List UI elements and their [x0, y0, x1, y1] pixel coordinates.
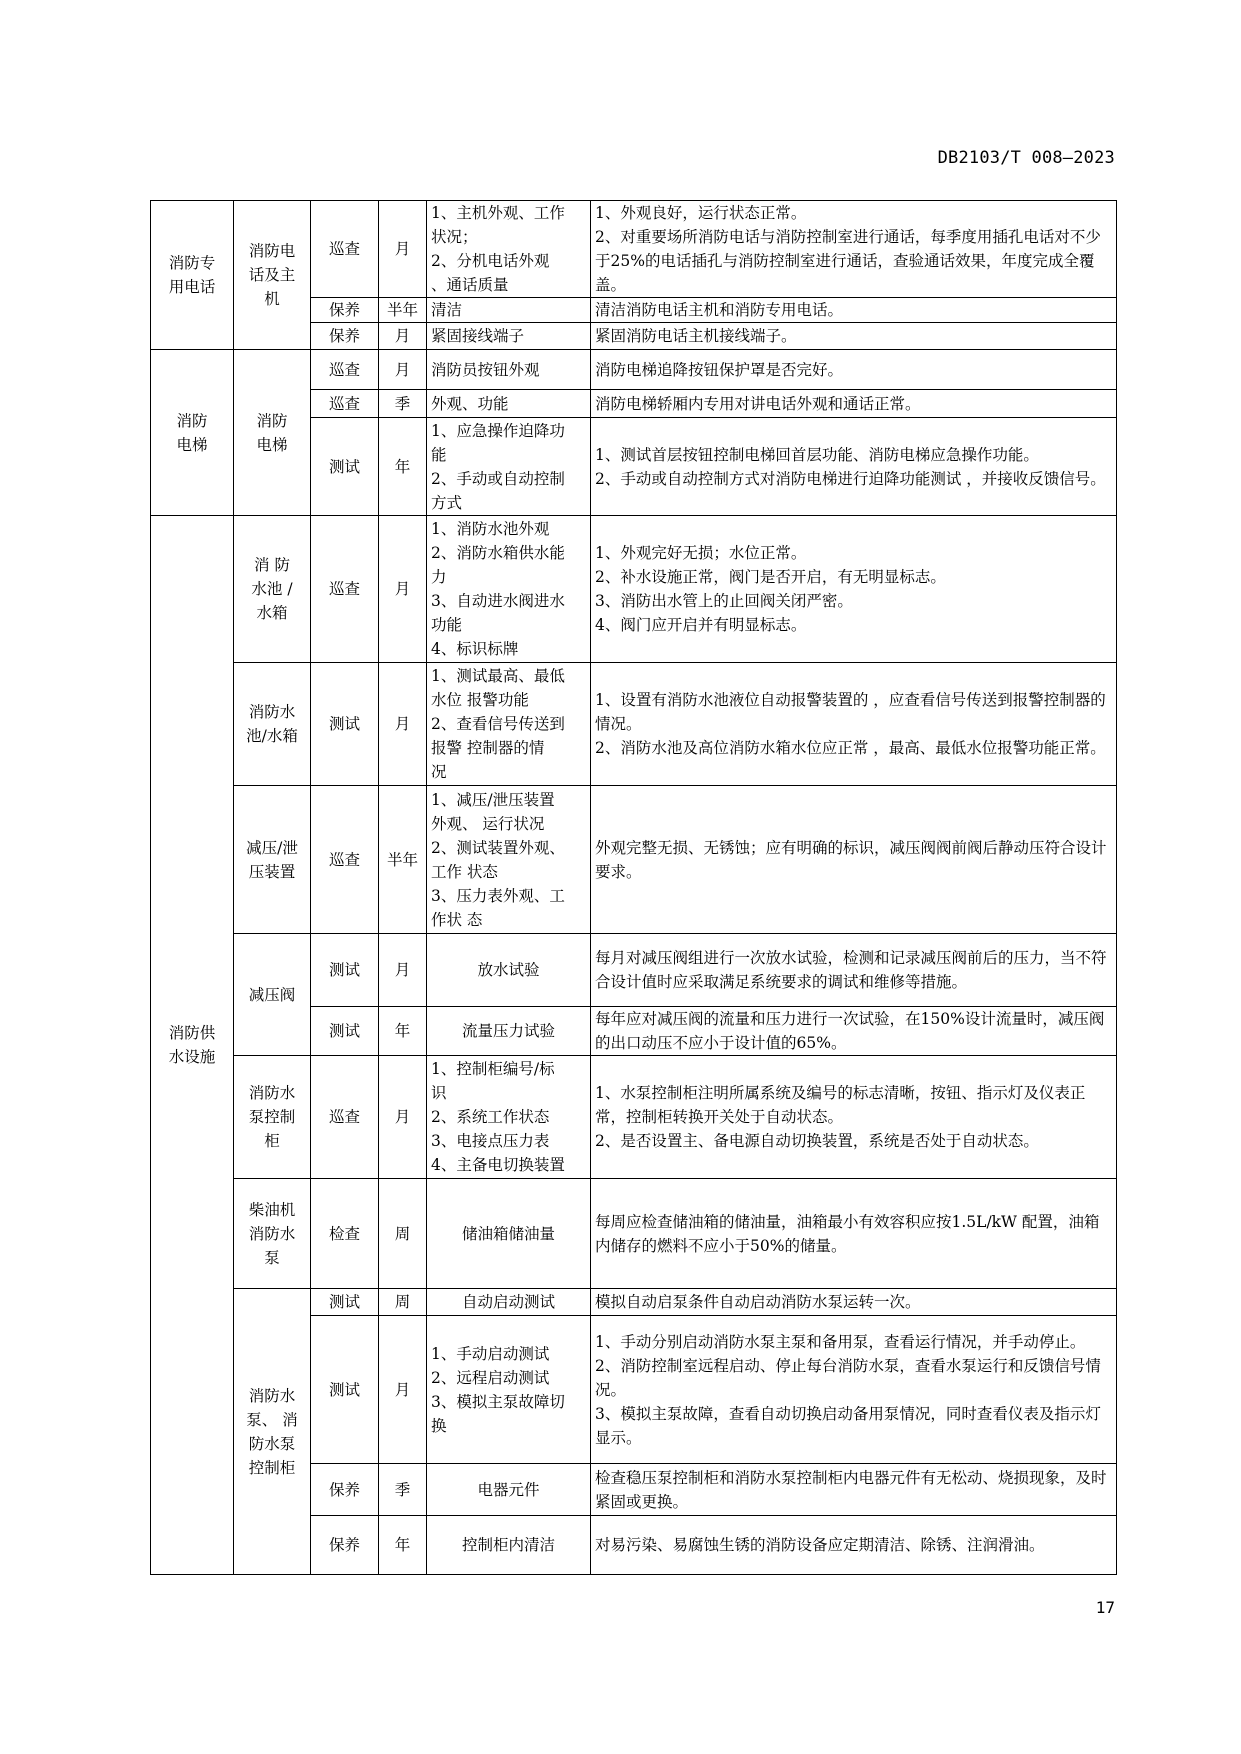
- equipment-cell: 消防水 泵控制 柜: [234, 1056, 311, 1179]
- frequency-cell: 月: [379, 1316, 427, 1464]
- document-code: DB2103/T 008—2023: [937, 148, 1115, 168]
- item-cell: 消防员按钮外观: [427, 350, 591, 390]
- item-cell: 1、减压/泄压装置 外观、 运行状况 2、测试装置外观、 工作 状态 3、压力表外观、工 作状 态: [427, 786, 591, 934]
- type-cell: 巡查: [311, 786, 379, 934]
- table-row: [151, 1179, 1117, 1289]
- type-cell: 测试: [311, 663, 379, 786]
- type-cell: 保养: [311, 1464, 379, 1516]
- item-cell: 放水试验: [427, 934, 591, 1007]
- frequency-cell: 周: [379, 1179, 427, 1289]
- item-cell: 自动启动测试: [427, 1289, 591, 1316]
- type-cell: 巡查: [311, 350, 379, 390]
- equipment-cell: 消防水 池/水箱: [234, 663, 311, 786]
- item-cell: 清洁: [427, 298, 591, 323]
- type-cell: 测试: [311, 1316, 379, 1464]
- equipment-cell: 柴油机 消防水 泵: [234, 1179, 311, 1289]
- table-row: [151, 663, 1117, 786]
- equipment-cell: 消防电 话及主 机: [234, 201, 311, 350]
- type-cell: 测试: [311, 1007, 379, 1056]
- equipment-cell: 消防水 泵、 消 防水泵 控制柜: [234, 1289, 311, 1575]
- requirement-cell: 消防电梯追降按钮保护罩是否完好。: [591, 350, 1117, 390]
- frequency-cell: 月: [379, 934, 427, 1007]
- item-cell: 1、手动启动测试 2、远程启动测试 3、模拟主泵故障切 换: [427, 1316, 591, 1464]
- item-cell: 储油箱储油量: [427, 1179, 591, 1289]
- frequency-cell: 月: [379, 663, 427, 786]
- frequency-cell: 半年: [379, 786, 427, 934]
- requirement-cell: 每月对减压阀组进行一次放水试验，检测和记录减压阀前后的压力，当不符合设计值时应采取满足系统要求的调试和维修等措施。: [591, 934, 1117, 1007]
- frequency-cell: 周: [379, 1289, 427, 1316]
- requirement-cell: 紧固消防电话主机接线端子。: [591, 323, 1117, 350]
- requirement-cell: 检查稳压泵控制柜和消防水泵控制柜内电器元件有无松动、烧损现象，及时紧固或更换。: [591, 1464, 1117, 1516]
- system-cell: 消防供 水设施: [151, 516, 234, 1575]
- system-cell: 消防 电梯: [151, 350, 234, 516]
- type-cell: 巡查: [311, 516, 379, 663]
- type-cell: 保养: [311, 298, 379, 323]
- page-number: 17: [1095, 1598, 1115, 1617]
- type-cell: 巡查: [311, 1056, 379, 1179]
- system-cell: 消防专 用电话: [151, 201, 234, 350]
- frequency-cell: 季: [379, 1464, 427, 1516]
- requirement-cell: 1、设置有消防水池液位自动报警装置的 ，应查看信号传送到报警控制器的情况。 2、消防水池及高位消防水箱水位应正常 ，最高、最低水位报警功能正常。: [591, 663, 1117, 786]
- type-cell: 巡查: [311, 390, 379, 418]
- maintenance-table: [150, 200, 1117, 1575]
- requirement-cell: 清洁消防电话主机和消防专用电话。: [591, 298, 1117, 323]
- item-cell: 外观、功能: [427, 390, 591, 418]
- item-cell: 1、应急操作迫降功 能 2、手动或自动控制 方式: [427, 418, 591, 516]
- equipment-cell: 消防 电梯: [234, 350, 311, 516]
- item-cell: 1、测试最高、最低 水位 报警功能 2、查看信号传送到 报警 控制器的情 况: [427, 663, 591, 786]
- table-row: [151, 786, 1117, 934]
- item-cell: 1、控制柜编号/标 识 2、系统工作状态 3、电接点压力表 4、主备电切换装置: [427, 1056, 591, 1179]
- frequency-cell: 半年: [379, 298, 427, 323]
- table-row: [151, 350, 1117, 390]
- type-cell: 巡查: [311, 201, 379, 298]
- frequency-cell: 年: [379, 418, 427, 516]
- table-row: [151, 934, 1117, 1007]
- frequency-cell: 月: [379, 201, 427, 298]
- item-cell: 1、消防水池外观 2、消防水箱供水能 力 3、自动进水阀进水 功能 4、标识标牌: [427, 516, 591, 663]
- frequency-cell: 年: [379, 1007, 427, 1056]
- frequency-cell: 月: [379, 323, 427, 350]
- item-cell: 控制柜内清洁: [427, 1516, 591, 1575]
- item-cell: 紧固接线端子: [427, 323, 591, 350]
- requirement-cell: 对易污染、易腐蚀生锈的消防设备应定期清洁、除锈、注润滑油。: [591, 1516, 1117, 1575]
- table-row: [151, 516, 1117, 663]
- type-cell: 保养: [311, 1516, 379, 1575]
- frequency-cell: 月: [379, 350, 427, 390]
- requirement-cell: 1、外观完好无损；水位正常。 2、补水设施正常，阀门是否开启，有无明显标志。 3、消防出水管上的止回阀关闭严密。 4、阀门应开启并有明显标志。: [591, 516, 1117, 663]
- type-cell: 保养: [311, 323, 379, 350]
- requirement-cell: 每周应检查储油箱的储油量，油箱最小有效容积应按1.5L/kW 配置，油箱内储存的燃料不应小于50%的储量。: [591, 1179, 1117, 1289]
- requirement-cell: 消防电梯轿厢内专用对讲电话外观和通话正常。: [591, 390, 1117, 418]
- item-cell: 流量压力试验: [427, 1007, 591, 1056]
- requirement-cell: 1、外观良好，运行状态正常。 2、对重要场所消防电话与消防控制室进行通话，每季度用插孔电话对不少于25%的电话插孔与消防控制室进行通话，查验通话效果，年度完成全覆盖。: [591, 201, 1117, 298]
- equipment-cell: 减压/泄 压装置: [234, 786, 311, 934]
- equipment-cell: 消 防 水池 / 水箱: [234, 516, 311, 663]
- requirement-cell: 1、水泵控制柜注明所属系统及编号的标志清晰，按钮、指示灯及仪表正常，控制柜转换开关处于自动状态。 2、是否设置主、备电源自动切换装置，系统是否处于自动状态。: [591, 1056, 1117, 1179]
- table-row: [151, 1289, 1117, 1316]
- table-row: [151, 201, 1117, 298]
- equipment-cell: 减压阀: [234, 934, 311, 1056]
- frequency-cell: 月: [379, 1056, 427, 1179]
- type-cell: 测试: [311, 934, 379, 1007]
- table-row: [151, 1056, 1117, 1179]
- requirement-cell: 外观完整无损、无锈蚀；应有明确的标识，减压阀阀前阀后静动压符合设计要求。: [591, 786, 1117, 934]
- frequency-cell: 季: [379, 390, 427, 418]
- frequency-cell: 月: [379, 516, 427, 663]
- requirement-cell: 每年应对减压阀的流量和压力进行一次试验，在150%设计流量时，减压阀的出口动压不应小于设计值的65%。: [591, 1007, 1117, 1056]
- type-cell: 测试: [311, 418, 379, 516]
- item-cell: 电器元件: [427, 1464, 591, 1516]
- requirement-cell: 1、手动分别启动消防水泵主泵和备用泵，查看运行情况，并手动停止。 2、消防控制室远程启动、停止每台消防水泵，查看水泵运行和反馈信号情况。 3、模拟主泵故障，查看自动切换启动备用泵情况，同时查看仪表及指示灯显示。: [591, 1316, 1117, 1464]
- requirement-cell: 1、测试首层按钮控制电梯回首层功能、消防电梯应急操作功能。 2、手动或自动控制方式对消防电梯进行迫降功能测试 ，并接收反馈信号。: [591, 418, 1117, 516]
- type-cell: 测试: [311, 1289, 379, 1316]
- type-cell: 检查: [311, 1179, 379, 1289]
- frequency-cell: 年: [379, 1516, 427, 1575]
- item-cell: 1、主机外观、工作 状况； 2、分机电话外观 、通话质量: [427, 201, 591, 298]
- requirement-cell: 模拟自动启泵条件自动启动消防水泵运转一次。: [591, 1289, 1117, 1316]
